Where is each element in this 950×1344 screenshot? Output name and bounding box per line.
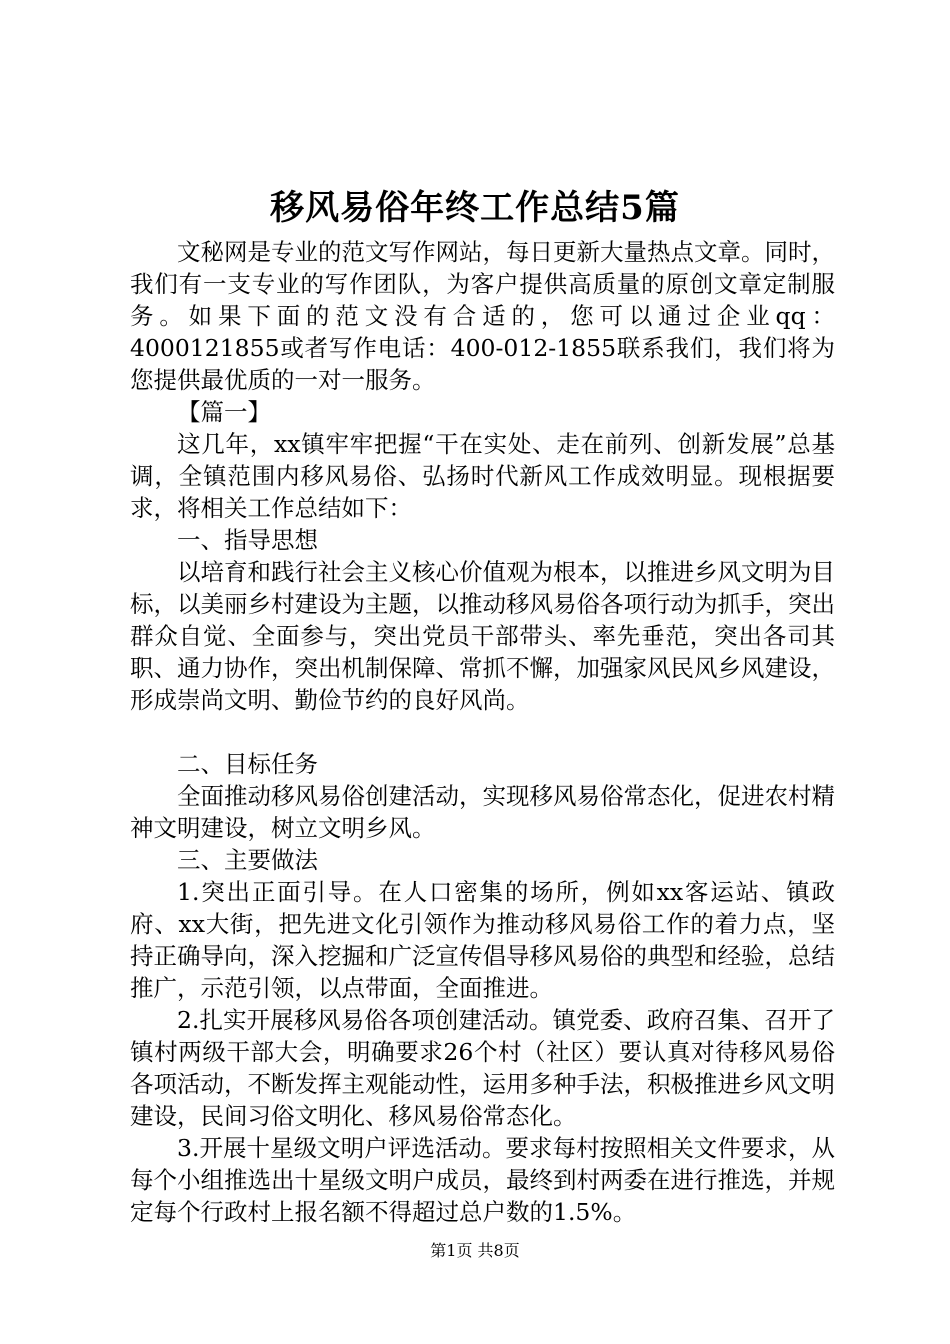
intro-paragraph: 文秘网是专业的范文写作网站，每日更新大量热点文章。同时，我们有一支专业的写作团队，为客户提供高质量的原创文章定制服务。如果下面的范文没有合适的，您可以通过企业qq：4000121855或者写作电话：400-012-1855联系我们，我们将为您提供最优质的一对一服务。: [130, 238, 835, 394]
paragraph-goals: 全面推动移风易俗创建活动，实现移风易俗常态化，促进农村精神文明建设，树立文明乡风。: [130, 782, 835, 842]
heading-goals: 二、目标任务: [177, 750, 318, 778]
paragraph-practice-3: 3.开展十星级文明户评选活动。要求每村按照相关文件要求，从每个小组推选出十星级文明户成员，最终到村两委在进行推选，并规定每个行政村上报名额不得超过总户数的1.5%。: [130, 1134, 835, 1226]
document-body: [130, 236, 835, 1228]
heading-guiding-ideology: 一、指导思想: [177, 526, 318, 554]
heading-main-practices: 三、主要做法: [177, 846, 318, 874]
paragraph-guiding-ideology: 以培育和践行社会主义核心价值观为根本，以推进乡风文明为目标，以美丽乡村建设为主题，以推动移风易俗各项行动为抓手，突出群众自觉、全面参与，突出党员干部带头、率先垂范，突出各司其职、通力协作，突出机制保障、常抓不懈，加强家风民风乡风建设，形成崇尚文明、勤俭节约的良好风尚。: [130, 558, 835, 714]
page-footer: 第1页 共8页: [430, 1241, 520, 1260]
document-title: 移风易俗年终工作总结5篇: [270, 188, 680, 228]
paragraph-practice-2: 2.扎实开展移风易俗各项创建活动。镇党委、政府召集、召开了镇村两级干部大会，明确要求26个村（社区）要认真对待移风易俗各项活动，不断发挥主观能动性，运用多种手法，积极推进乡风文明建设，民间习俗文明化、移风易俗常态化。: [130, 1006, 835, 1130]
paragraph-overview: 这几年，xx镇牢牢把握“干在实处、走在前列、创新发展”总基调，全镇范围内移风易俗、弘扬时代新风工作成效明显。现根据要求，将相关工作总结如下：: [130, 430, 835, 522]
section-marker: 【篇一】: [177, 398, 271, 426]
paragraph-practice-1: 1.突出正面引导。在人口密集的场所，例如xx客运站、镇政府、xx大街，把先进文化引领作为推动移风易俗工作的着力点，坚持正确导向，深入挖掘和广泛宣传倡导移风易俗的典型和经验，总结推广，示范引领，以点带面，全面推进。: [130, 878, 835, 1002]
